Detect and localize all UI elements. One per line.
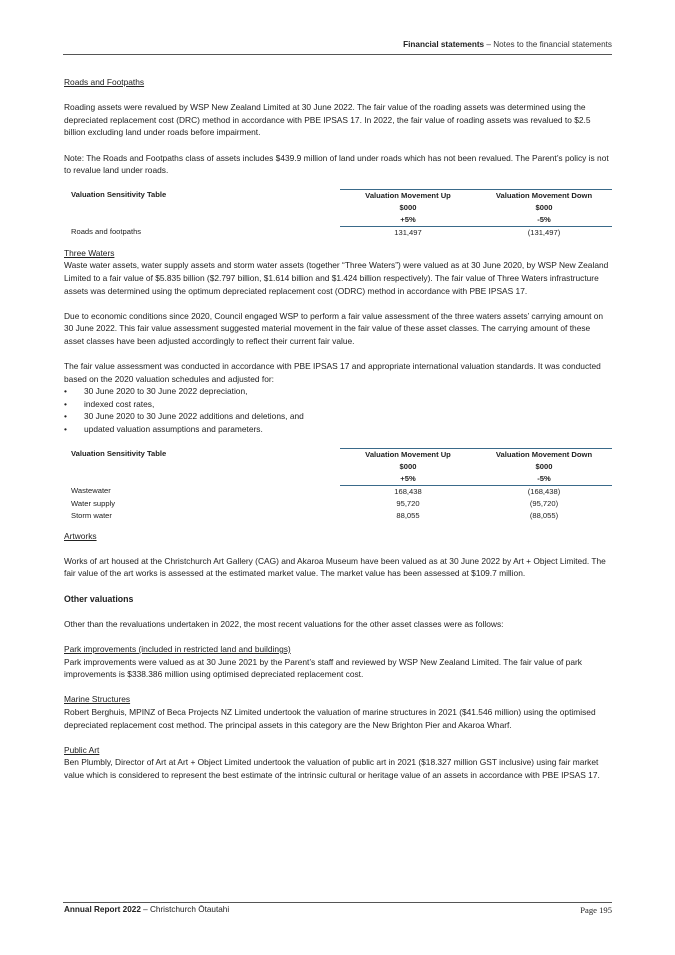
col-down-heading: Valuation Movement Down (476, 189, 612, 202)
three-waters-heading: Three Waters (64, 247, 115, 258)
table-row (64, 485, 612, 498)
header-section-title: Financial statements (403, 40, 485, 49)
table-row (64, 226, 612, 239)
col-down-pct: -5% (476, 214, 612, 227)
footer-report-title (64, 905, 229, 914)
three-waters-paragraph-3: The fair value assessment was conducted in accordance with PBE IPSAS 17 and appropriate international valuation standards. It was conducted based on the 2020 valuation schedules and adjusted for: (64, 361, 601, 384)
row-up-value: 95,720 (396, 498, 420, 508)
col-up-unit: $000 (399, 461, 417, 471)
col-up-heading: Valuation Movement Up (340, 189, 476, 202)
row-label: Water supply (71, 498, 116, 508)
col-up-heading: Valuation Movement Up (340, 448, 476, 461)
table-row (64, 510, 612, 522)
col-down-pct: -5% (476, 473, 612, 486)
roads-sensitivity-table (64, 189, 612, 239)
footer-divider (63, 902, 612, 903)
footer-report-name: Annual Report 2022 (64, 905, 141, 914)
row-up-value: 131,497 (394, 227, 422, 237)
row-down-value: (95,720) (529, 498, 559, 508)
row-up-value: 168,438 (394, 486, 422, 496)
row-down-value: (131,497) (527, 227, 561, 237)
park-improvements-heading: Park improvements (included in restricted land and buildings) (64, 644, 291, 654)
artworks-paragraph: Works of art housed at the Christchurch Art Gallery (CAG) and Akaroa Museum have been valued as at 30 June 2022 by Art + Object Limited. The fair value of the art works is assessed at the estimated market value. The market value has been assessed at $109.7 million. (64, 555, 606, 579)
row-label: Wastewater (71, 486, 111, 496)
row-label: Roads and footpaths (71, 227, 142, 237)
roads-paragraph-2: Note: The Roads and Footpaths class of assets includes $439.9 million of land under roads which has not been revalued. The Parent’s policy is not to revalue land under roads. (64, 152, 609, 176)
artworks-heading: Artworks (64, 530, 97, 541)
public-art-text: Ben Plumbly, Director of Art at Art + Object Limited undertook the valuation of public art in 2021 ($18.327 million GST inclusive) using fair market value which is considered to represent the best estimate of the intrinsic cultural or heritage value of an assets in accordance with PBE IPSAS 17. (64, 757, 600, 780)
bullet-icon: • (64, 398, 67, 409)
col-up-pct: +5% (340, 473, 476, 486)
other-valuations-heading: Other valuations (64, 593, 134, 604)
bullet-icon: • (64, 424, 67, 435)
list-item: • updated valuation assumptions and parameters. (64, 424, 263, 435)
row-down-value: (88,055) (529, 510, 559, 520)
col-down-unit: $000 (535, 461, 553, 471)
list-item: • indexed cost rates, (64, 398, 155, 409)
table-title: Valuation Sensitivity Table (71, 190, 167, 200)
bullet-icon: • (64, 386, 67, 397)
roads-paragraph-1: Roading assets were revalued by WSP New Zealand Limited at 30 June 2022. The fair value of the roading assets was determined using the depreciated replacement cost (DRC) method in accordance with PBE IPSAS 17. In 2022, the fair value of roading assets was revalued to $2.5 billion excluding land under roads before impairment. (64, 102, 591, 138)
table-title: Valuation Sensitivity Table (71, 449, 167, 459)
roads-heading: Roads and Footpaths (64, 77, 145, 87)
col-down-heading: Valuation Movement Down (476, 448, 612, 461)
list-item: • 30 June 2020 to 30 June 2022 additions and deletions, and (64, 411, 304, 422)
marine-structures-heading: Marine Structures (64, 694, 131, 705)
footer-report-city: – Christchurch Ōtautahi (140, 905, 230, 914)
page-header (403, 40, 612, 49)
page-number: Page 195 (580, 905, 612, 915)
three-waters-sensitivity-table (64, 448, 612, 522)
adjustment-list (64, 385, 612, 435)
col-down-unit: $000 (535, 202, 553, 212)
row-label: Storm water (71, 510, 112, 520)
row-up-value: 88,055 (396, 510, 420, 520)
other-valuations-intro: Other than the revaluations undertaken in 2022, the most recent valuations for the other asset classes were as follows: (64, 618, 504, 629)
row-down-value: (168,438) (527, 486, 561, 496)
three-waters-paragraph-1: Waste water assets, water supply assets and storm water assets (together “Three Waters”) were valued as at 30 June 2020, by WSP New Zealand Limited to a fair value of $5.835 billion ($2.797 billion, $1.614 billion and $1.424 billion respectively). The fair value of Three Waters infrastructure assets was determined using the optimum depreciated replacement cost (ODRC) method in accordance with PBE IPSAS 17. (64, 260, 609, 296)
header-section-subtitle: – Notes to the financial statements (484, 40, 612, 49)
page-content (64, 76, 612, 782)
three-waters-paragraph-2: Due to economic conditions since 2020, Council engaged WSP to perform a fair value assessment of the three waters assets’ carrying amount on 30 June 2022. This fair value assessment suggested material movement in the fair value of these asset classes. The carrying amount of these asset classes have been adjusted accordingly to reflect their current fair value. (64, 310, 604, 346)
col-up-unit: $000 (399, 202, 417, 212)
public-art-heading: Public Art (64, 744, 100, 755)
header-divider (63, 54, 612, 55)
bullet-icon: • (64, 411, 67, 422)
list-item: • 30 June 2020 to 30 June 2022 depreciation, (64, 386, 248, 397)
park-improvements-text: Park improvements were valued as at 30 June 2021 by the Parent’s staff and reviewed by WSP New Zealand Limited. The fair value of park improvements is $338.386 million using optimised depreciated replacement cost. (64, 656, 582, 680)
table-row (64, 498, 612, 510)
col-up-pct: +5% (340, 214, 476, 227)
marine-structures-text: Robert Berghuis, MPINZ of Beca Projects NZ Limited undertook the valuation of marine structures in 2021 ($41.546 million) using the optimised depreciated replacement cost method. The principal assets in this category are the New Brighton Pier and Akaroa Wharf. (64, 706, 596, 730)
